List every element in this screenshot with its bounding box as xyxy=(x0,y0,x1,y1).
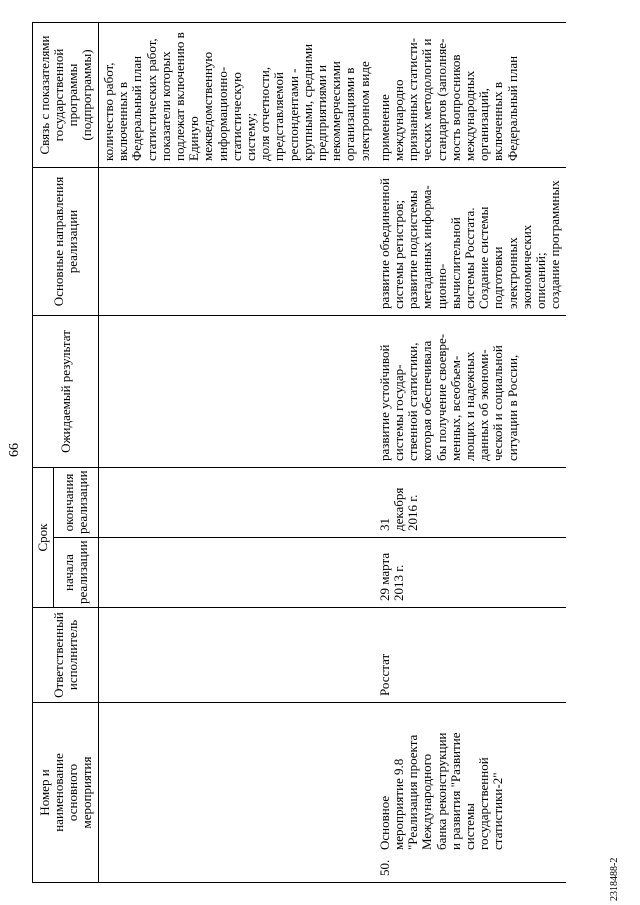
row-end-cell: 31 декабря 2016 г. xyxy=(375,468,566,538)
page-number: 66 xyxy=(7,443,22,457)
header-indicators: Связь с показателями государственной программы (подпрограммы) xyxy=(33,23,99,168)
row-name-cell xyxy=(375,703,566,883)
document-code: 2318488-2 xyxy=(609,857,620,901)
row-name: Основное мероприятие 9.8 "Реализация проекта Международного банка реконструкции и развития "Развитие системы государственной статистики-2" xyxy=(376,732,506,850)
row-start-cell: 29 марта 2013 г. xyxy=(375,538,566,608)
header-number-and-name: Номер и наименование основного мероприятия xyxy=(33,703,99,883)
header-start: начала реализации xyxy=(54,538,99,608)
header-term: Срок xyxy=(33,468,54,608)
header-directions: Основные направления реализации xyxy=(33,168,99,316)
header-end: окончания реализации xyxy=(54,468,99,538)
table-row-continuation xyxy=(99,23,375,883)
header-result: Ожидаемый результат xyxy=(33,316,99,468)
row-executor-cell: Росстат xyxy=(375,608,566,703)
table-header xyxy=(33,23,99,883)
row-result-cell: развитие устойчивой системы государ- ственной статистики, которая обеспечивала бы получение своевре- менных, всеобъем- лющих и надежных данных об экономи- ческой и социальной ситуации в России, xyxy=(375,316,566,468)
row-directions-cell: развитие объединенной системы регистров; развитие подсистемы метаданных информа- ционно- вычислительной системы Росстата. Создание системы подготовки электронных экономических описаний; создание программных xyxy=(375,168,566,316)
table-row xyxy=(375,23,566,883)
program-table xyxy=(32,22,566,883)
continuation-indicators-cell: количество работ, включенных в Федеральный план статистических работ, показатели которых подлежат включению в Единую межведомственную информационно- статистическую систему; доля отчетности, представляемой респондентами - крупными, средними предприятиями и некоммерческими организациями в электронном виде xyxy=(99,23,375,168)
row-indicators-cell: применение международно признанных статисти- ческих методологий и стандартов (заполняе- мость вопросников международных организаций, включенных в Федеральный план xyxy=(375,23,566,168)
header-executor: Ответственный исполнитель xyxy=(33,608,99,703)
row-index: 50. xyxy=(376,859,392,876)
